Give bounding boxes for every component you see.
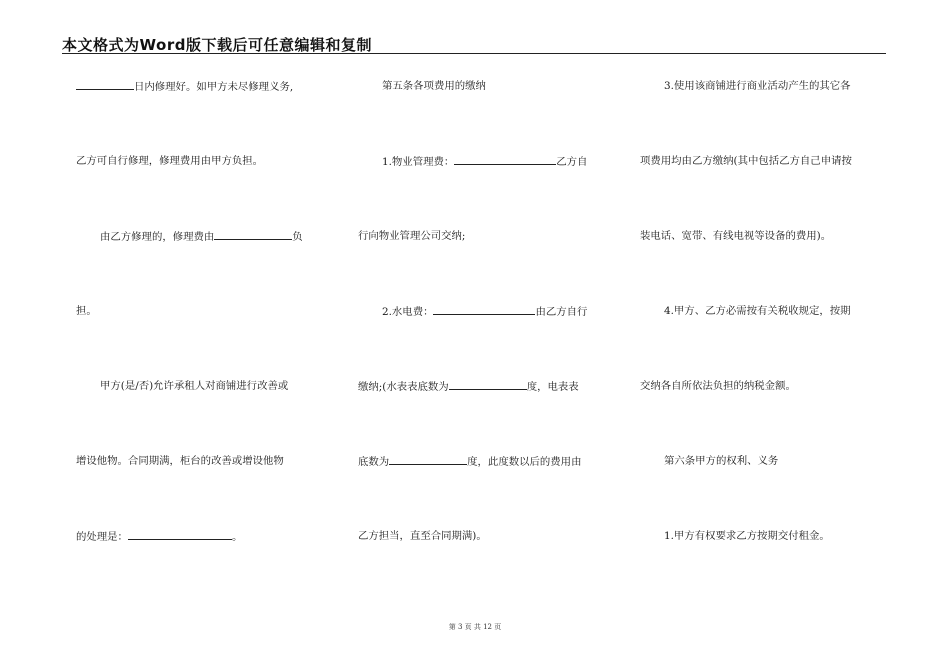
text-line: 1.甲方有权要求乙方按期交付租金。	[664, 530, 830, 542]
text-line: 2.水电费： 由乙方自行	[382, 306, 588, 318]
fill-in-blank	[433, 304, 535, 315]
text-line: 3.使用该商铺进行商业活动产生的其它各	[664, 80, 851, 92]
text-line: 装电话、宽带、有线电视等设备的费用)。	[640, 230, 832, 242]
fill-in-blank	[449, 379, 527, 390]
text-line: 甲方(是/否)允许承租人对商铺进行改善或	[100, 380, 289, 392]
text-line: 行向物业管理公司交纳;	[358, 230, 466, 242]
text-line: 底数为 度，此度数以后的费用由	[358, 456, 582, 468]
fill-in-blank	[454, 154, 556, 165]
text-line: 日内修理好。如甲方未尽修理义务,	[76, 79, 293, 94]
text-line: 增设他物。合同期满，柜台的改善或增设他物	[76, 455, 284, 467]
text-line: 第五条各项费用的缴纳	[382, 80, 486, 92]
fill-in-blank	[214, 229, 292, 240]
fill-in-blank	[128, 529, 232, 540]
text-line: 乙方可自行修理，修理费用由甲方负担。	[76, 155, 264, 167]
text-line: 第六条甲方的权利、义务	[664, 455, 779, 467]
text-line: 的处理是： 。	[76, 531, 243, 543]
text-line: 由乙方修理的，修理费由 负	[100, 231, 303, 243]
text-line: 交纳各自所依法负担的纳税金额。	[640, 380, 796, 392]
text-line: 乙方担当，直至合同期满)。	[358, 530, 487, 542]
header-divider	[62, 53, 886, 54]
text-line: 1.物业管理费： 乙方自	[382, 156, 588, 168]
fill-in-blank	[76, 79, 134, 90]
document-header-title: 本文格式为Word版下载后可任意编辑和复制	[62, 36, 372, 54]
text-line: 项费用均由乙方缴纳(其中包括乙方自己申请按	[640, 155, 852, 167]
text-line: 缴纳;(水表表底数为 度，电表表	[358, 381, 579, 393]
text-line: 4.甲方、乙方必需按有关税收规定，按期	[664, 305, 851, 317]
text-line: 担。	[76, 305, 97, 317]
fill-in-blank	[389, 454, 467, 465]
page-number: 第 3 页 共 12 页	[448, 623, 502, 631]
